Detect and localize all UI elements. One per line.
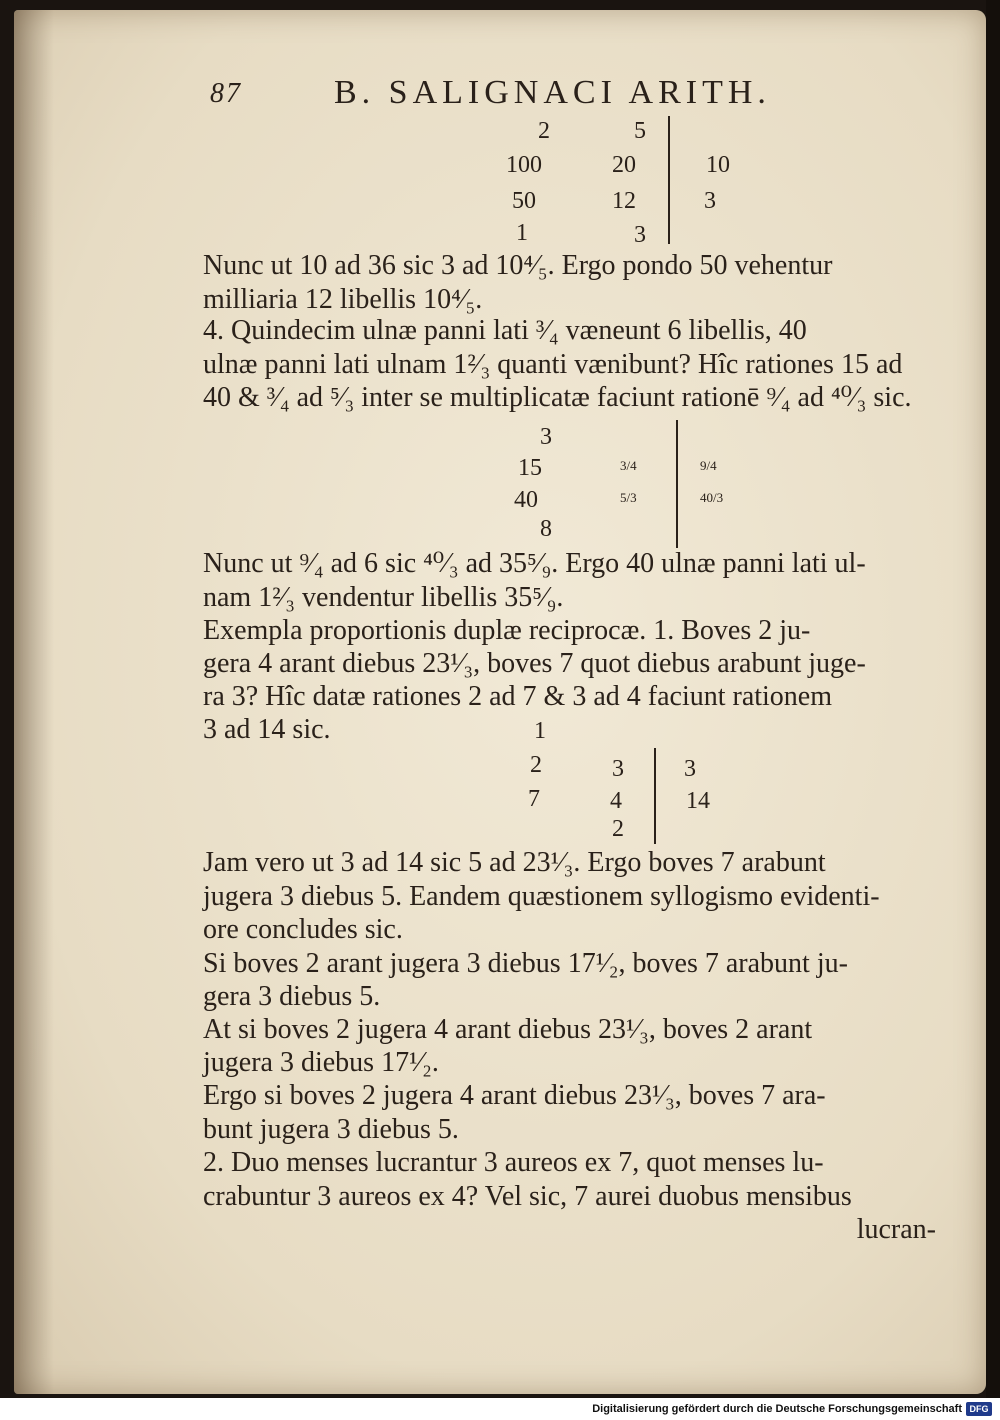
text-line-6: nam 1²⁄₃ vendentur libellis 35⁵⁄₉. [203, 582, 564, 613]
d1-right-1: 3 [704, 188, 716, 214]
text-line-14: Si boves 2 arant jugera 3 diebus 17¹⁄₂, boves 7 arabunt ju- [203, 948, 848, 979]
text-line-5: Nunc ut ⁹⁄₄ ad 6 sic ⁴⁰⁄₃ ad 35⁵⁄₉. Ergo 40 ulnæ panni lati ul- [203, 548, 866, 579]
text-line-1: milliaria 12 libellis 10⁴⁄₅. [203, 284, 483, 315]
text-line-13: ore concludes sic. [203, 914, 403, 945]
d3-left-2: 7 [528, 786, 540, 812]
d1-left-b-2: 12 [612, 188, 636, 214]
d3-left-1: 2 [530, 752, 542, 778]
text-line-10: 3 ad 14 sic. [203, 714, 331, 745]
text-line-18: Ergo si boves 2 jugera 4 arant diebus 23¹⁄₃, boves 7 ara- [203, 1080, 826, 1111]
text-line-19: bunt jugera 3 diebus 5. [203, 1114, 459, 1145]
d1-left-b-3: 3 [634, 222, 646, 248]
d3-right-0: 3 [684, 756, 696, 782]
d1-left-a-3: 1 [516, 220, 528, 246]
dfg-logo: DFG [966, 1402, 992, 1416]
digitization-credit: Digitalisierung gefördert durch die Deutsche Forschungsgemeinschaft [592, 1403, 962, 1415]
d2-mid-0: 3/4 [620, 458, 637, 473]
d2-left-2: 40 [514, 487, 538, 513]
text-line-0: Nunc ut 10 ad 36 sic 3 ad 10⁴⁄₅. Ergo pondo 50 vehentur [203, 250, 833, 281]
text-line-11: Jam vero ut 3 ad 14 sic 5 ad 23¹⁄₃. Ergo boves 7 arabunt [203, 847, 826, 878]
text-line-15: gera 3 diebus 5. [203, 981, 381, 1012]
d1-left-a-1: 100 [506, 152, 542, 178]
text-line-4: 40 & ³⁄₄ ad ⁵⁄₃ inter se multiplicatæ faciunt rationē ⁹⁄₄ ad ⁴⁰⁄₃ sic. [203, 382, 912, 413]
d1-left-b-0: 5 [634, 118, 646, 144]
text-line-20: 2. Duo menses lucrantur 3 aureos ex 7, quot menses lu- [203, 1147, 824, 1178]
d1-left-a-0: 2 [538, 118, 550, 144]
d3-left-0: 1 [534, 718, 546, 744]
d3-mid-1: 4 [610, 788, 622, 814]
d1-right-0: 10 [706, 152, 730, 178]
d2-right-1: 40/3 [700, 490, 724, 505]
d2-mid-1: 5/3 [620, 490, 637, 505]
d2-left-3: 8 [540, 516, 552, 542]
d2-right-0: 9/4 [700, 458, 717, 473]
text-line-17: jugera 3 diebus 17¹⁄₂. [203, 1047, 439, 1078]
d2-left-0: 3 [540, 424, 552, 450]
d2-left-1: 15 [518, 455, 542, 481]
catchword: lucran- [856, 1214, 936, 1245]
text-line-21: crabuntur 3 aureos ex 4? Vel sic, 7 aurei duobus mensibus [203, 1181, 852, 1212]
d1-left-a-2: 50 [512, 188, 536, 214]
text-line-2: 4. Quindecim ulnæ panni lati ³⁄₄ væneunt 6 libellis, 40 [203, 315, 807, 346]
text-line-3: ulnæ panni lati ulnam 1²⁄₃ quanti vænibunt? Hîc rationes 15 ad [203, 349, 903, 380]
d3-right-1: 14 [686, 788, 710, 814]
running-title: B. SALIGNACI ARITH. [334, 74, 771, 111]
text-line-12: jugera 3 diebus 5. Eandem quæstionem syllogismo evidenti- [203, 881, 880, 912]
d3-mid-0: 3 [612, 756, 624, 782]
d1-left-b-1: 20 [612, 152, 636, 178]
text-line-8: gera 4 arant diebus 23¹⁄₃, boves 7 quot diebus arabunt juge- [203, 648, 866, 679]
text-line-9: ra 3? Hîc datæ rationes 2 ad 7 & 3 ad 4 faciunt rationem [203, 681, 833, 712]
text-line-16: At si boves 2 jugera 4 arant diebus 23¹⁄₃, boves 2 arant [203, 1014, 813, 1045]
d3-rule [654, 748, 656, 844]
d3-mid-2: 2 [612, 816, 624, 842]
page-number: 87 [210, 78, 242, 109]
text-line-7: Exempla proportionis duplæ reciprocæ. 1. Boves 2 ju- [203, 615, 811, 646]
